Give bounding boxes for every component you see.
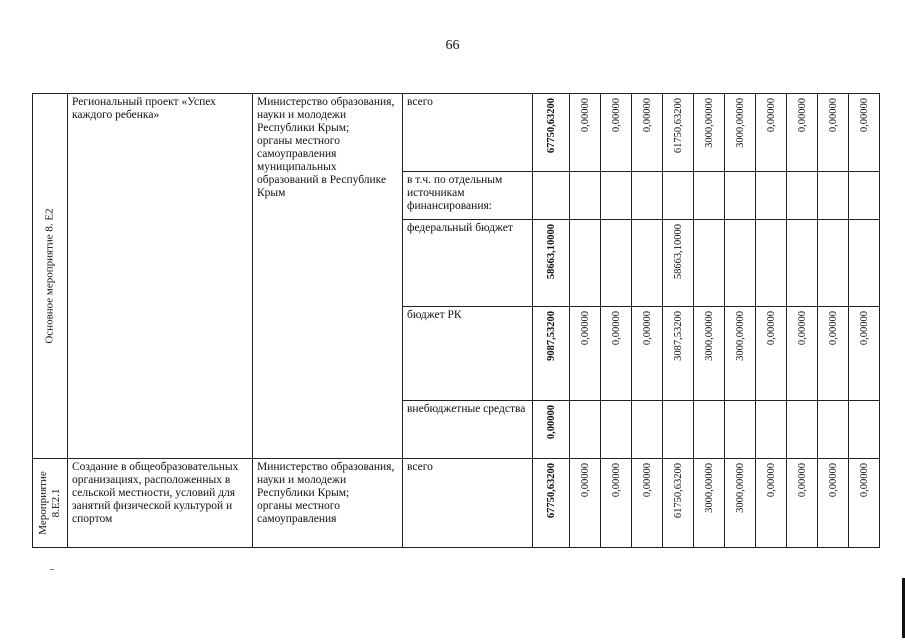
- event-name: Региональный проект «Успех каждого ребенка»: [72, 96, 216, 121]
- year-value: 3087,53200: [672, 310, 684, 361]
- year-value-cell: [632, 459, 663, 548]
- year-value-cell: [725, 306, 756, 400]
- year-value-cell: [756, 306, 787, 400]
- year-value-cell: [632, 306, 663, 400]
- year-value-cell: [663, 459, 694, 548]
- year-value-cell: [570, 94, 601, 172]
- year-value-cell: [601, 172, 632, 220]
- event-label-cell: [33, 459, 68, 548]
- year-value: 0,00000: [765, 98, 777, 133]
- funding-source: в т.ч. по отдельным источникам финансирования:: [407, 174, 503, 213]
- year-value-cell: [570, 459, 601, 548]
- year-value-cell: [632, 94, 663, 172]
- total-cell: [533, 459, 570, 548]
- year-value: 58663,10000: [672, 224, 684, 280]
- year-value: 0,00000: [610, 463, 622, 498]
- year-value: 0,00000: [827, 310, 839, 345]
- funding-source-cell: [403, 94, 533, 172]
- year-value-cell: [570, 172, 601, 220]
- year-value: 3000,00000: [734, 463, 746, 513]
- scan-speck: [50, 569, 54, 570]
- year-value-cell: [818, 220, 849, 306]
- year-value: 0,00000: [858, 310, 870, 345]
- year-value-cell: [818, 306, 849, 400]
- year-value-cell: [725, 94, 756, 172]
- year-value: 0,00000: [827, 98, 839, 133]
- year-value-cell: [632, 400, 663, 458]
- year-value-cell: [601, 459, 632, 548]
- year-value: 3000,00000: [734, 98, 746, 148]
- year-value-cell: [601, 400, 632, 458]
- year-value-cell: [663, 172, 694, 220]
- year-value-cell: [570, 400, 601, 458]
- year-value: 0,00000: [579, 310, 591, 345]
- event-name-cell: [68, 459, 253, 548]
- year-value: 0,00000: [827, 463, 839, 498]
- year-value: 0,00000: [796, 98, 808, 133]
- year-value-cell: [694, 172, 725, 220]
- year-value: 0,00000: [579, 98, 591, 133]
- budget-table: [32, 93, 880, 548]
- year-value: 0,00000: [610, 98, 622, 133]
- year-value-cell: [849, 400, 880, 458]
- table-row: [33, 94, 880, 172]
- total-cell: [533, 306, 570, 400]
- year-value-cell: [601, 94, 632, 172]
- event-name-cell: [68, 94, 253, 459]
- event-label-cell: [33, 94, 68, 459]
- funding-source: внебюджетные средства: [407, 402, 526, 415]
- year-value-cell: [818, 400, 849, 458]
- executor-cell: [253, 94, 403, 459]
- year-value-cell: [570, 220, 601, 306]
- executor-cell: [253, 459, 403, 548]
- total-value: 67750,63200: [545, 98, 557, 154]
- table-row: [33, 459, 880, 548]
- page-number: 66: [445, 38, 460, 53]
- funding-source: всего: [407, 96, 433, 108]
- event-label: [37, 471, 63, 534]
- event-label-line: Мероприятие: [37, 471, 49, 535]
- year-value-cell: [632, 172, 663, 220]
- year-value: 0,00000: [641, 310, 653, 345]
- year-value-cell: [601, 220, 632, 306]
- year-value-cell: [725, 220, 756, 306]
- year-value: 0,00000: [765, 463, 777, 498]
- executor-text: Министерство образования, науки и молодежи Республики Крым; органы местного самоуправления: [257, 461, 395, 525]
- year-value-cell: [756, 220, 787, 306]
- year-value-cell: [663, 400, 694, 458]
- year-value: 0,00000: [858, 98, 870, 133]
- year-value-cell: [849, 459, 880, 548]
- year-value-cell: [663, 306, 694, 400]
- year-value-cell: [787, 94, 818, 172]
- total-value: 58663,10000: [545, 224, 557, 280]
- year-value-cell: [756, 459, 787, 548]
- funding-source-cell: [403, 306, 533, 400]
- year-value: 0,00000: [641, 463, 653, 498]
- executor-text: Министерство образования, науки и молодежи Республики Крым; органы местного самоуправления муниципальных образований в Республике Крым: [257, 96, 395, 199]
- funding-source-cell: [403, 400, 533, 458]
- year-value-cell: [787, 172, 818, 220]
- year-value-cell: [601, 306, 632, 400]
- year-value-cell: [570, 306, 601, 400]
- funding-source: федеральный бюджет: [407, 222, 513, 235]
- year-value-cell: [818, 459, 849, 548]
- event-name: Создание в общеобразовательных организациях, расположенных в сельской местности, условий для занятий физической культурой и спортом: [72, 461, 239, 525]
- year-value: 0,00000: [796, 310, 808, 345]
- year-value-cell: [694, 94, 725, 172]
- year-value-cell: [663, 220, 694, 306]
- year-value: 0,00000: [641, 98, 653, 133]
- year-value-cell: [787, 306, 818, 400]
- year-value: 3000,00000: [703, 463, 715, 513]
- event-label-line: 8.Е2.1: [50, 488, 62, 518]
- year-value: 3000,00000: [703, 310, 715, 361]
- total-value: 9087,53200: [545, 310, 557, 361]
- total-value: 0,00000: [545, 404, 557, 439]
- year-value-cell: [632, 220, 663, 306]
- total-cell: [533, 400, 570, 458]
- year-value: 61750,63200: [672, 463, 684, 519]
- year-value-cell: [725, 172, 756, 220]
- year-value-cell: [818, 172, 849, 220]
- year-value: 0,00000: [796, 463, 808, 498]
- year-value: 0,00000: [765, 310, 777, 345]
- year-value: 0,00000: [858, 463, 870, 498]
- year-value-cell: [849, 306, 880, 400]
- event-label: Основное мероприятие 8. Е2: [43, 208, 56, 344]
- year-value: 0,00000: [610, 310, 622, 345]
- year-value-cell: [787, 220, 818, 306]
- year-value: 61750,63200: [672, 98, 684, 154]
- funding-source-cell: [403, 459, 533, 548]
- year-value-cell: [725, 459, 756, 548]
- year-value: 0,00000: [579, 463, 591, 498]
- year-value-cell: [694, 220, 725, 306]
- funding-source: бюджет РК: [407, 308, 462, 321]
- year-value-cell: [694, 400, 725, 458]
- year-value-cell: [725, 400, 756, 458]
- year-value-cell: [787, 400, 818, 458]
- year-value-cell: [756, 400, 787, 458]
- year-value-cell: [756, 94, 787, 172]
- funding-source-cell: [403, 220, 533, 306]
- total-cell: [533, 94, 570, 172]
- year-value-cell: [849, 220, 880, 306]
- year-value: 3000,00000: [703, 98, 715, 148]
- funding-source-cell: [403, 172, 533, 220]
- year-value-cell: [694, 306, 725, 400]
- total-cell: [533, 172, 570, 220]
- year-value: 3000,00000: [734, 310, 746, 361]
- year-value-cell: [818, 94, 849, 172]
- year-value-cell: [756, 172, 787, 220]
- year-value-cell: [694, 459, 725, 548]
- year-value-cell: [663, 94, 694, 172]
- year-value-cell: [849, 172, 880, 220]
- year-value-cell: [849, 94, 880, 172]
- year-value-cell: [787, 459, 818, 548]
- funding-source: всего: [407, 461, 433, 473]
- total-cell: [533, 220, 570, 306]
- total-value: 67750,63200: [545, 463, 557, 519]
